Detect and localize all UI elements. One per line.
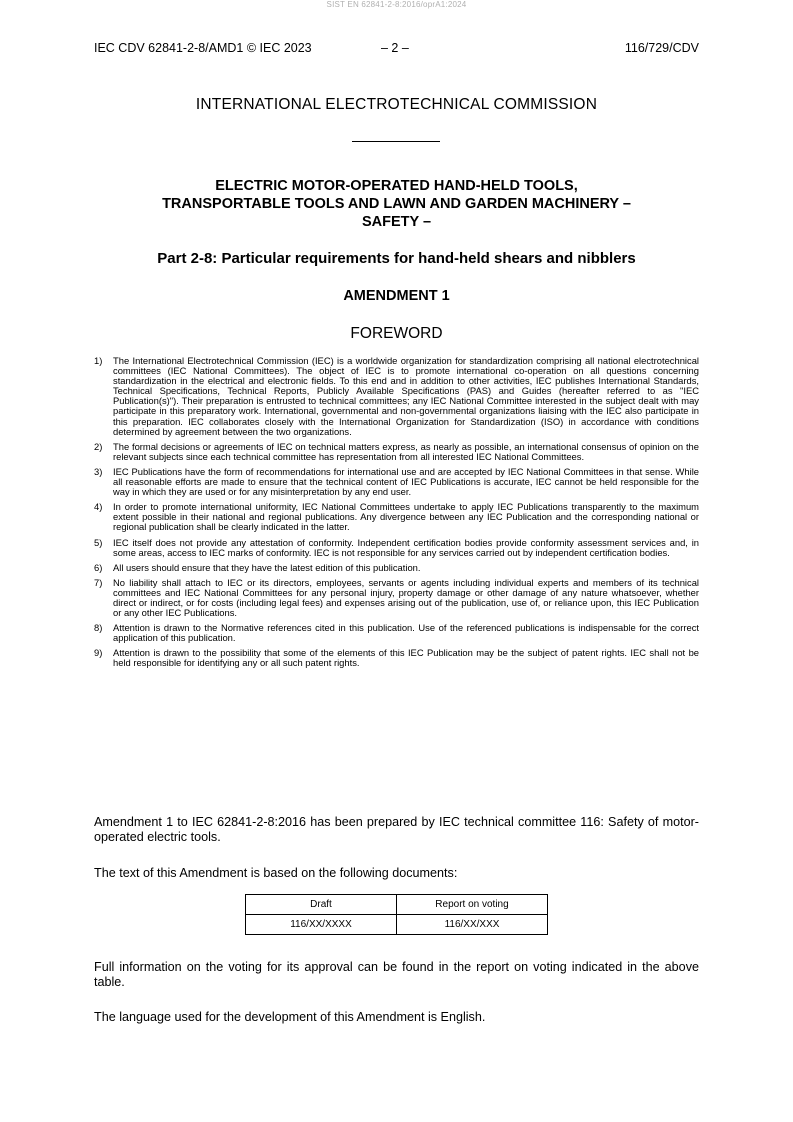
item-text: No liability shall attach to IEC or its directors, employees, servants or agents including individual experts and members of its technical committees and IEC National Committees for any personal injury, property damage or other damage of any nature whatsoever, whether direct or indirect, or for costs (including legal fees) and expenses arising out of the publication, use of, or reliance upon, this IEC Publication or any other IEC Publications. (113, 576, 699, 619)
title-line: SAFETY – (361, 214, 432, 230)
item-number: 4) (94, 501, 103, 513)
foreword-item (94, 467, 699, 497)
foreword-item (94, 356, 699, 437)
item-number: 9) (94, 647, 103, 659)
table-cell: 116/XX/XXXX (246, 915, 397, 935)
item-text: Attention is drawn to the possibility that some of the elements of this IEC Publication may be the subject of patent rights. IEC shall not be held responsible for identifying any or all such patent rights. (113, 647, 699, 669)
foreword-heading: FOREWORD (350, 325, 443, 342)
foreword-item (94, 502, 699, 532)
title-line: TRANSPORTABLE TOOLS AND LAWN AND GARDEN MACHINERY – (162, 196, 631, 212)
item-number: 1) (94, 355, 103, 366)
item-text: The International Electrotechnical Commission (IEC) is a worldwide organization for standardization comprising all national electrotechnical committees (IEC National Committees). The object of IEC is to promote international co-operation on all questions concerning standardization in the electrical and electronic fields. To this end and in addition to other activities, IEC publishes International Standards, Technical Specifications, Technical Reports, Publicly Available Specifications (PAS) and Guides (hereafter referred to as "IEC Publication(s)"). Their preparation is entrusted to technical committees; any IEC National Committee interested in the subject dealt with may participate in this preparatory work. International, governmental and non-governmental organizations liaising with the IEC also participate in this preparation. IEC collaborates closely with the International Organization for Standardization (ISO) in accordance with conditions determined by agreement between the two organizations. (113, 355, 699, 437)
page-header (94, 41, 699, 57)
item-number: 6) (94, 561, 103, 573)
table-header-cell: Report on voting (397, 895, 548, 915)
document-title (100, 177, 693, 231)
item-text: IEC Publications have the form of recommendations for international use and are accepted by IEC National Committees in that sense. While all reasonable efforts are made to ensure that the technical content of IEC Publications is accurate, IEC cannot be held responsible for the way in which they are used or for any misinterpretation by any end user. (113, 465, 699, 498)
title-line: ELECTRIC MOTOR-OPERATED HAND-HELD TOOLS, (215, 178, 578, 194)
item-text: In order to promote international uniformity, IEC National Committees undertake to apply IEC Publications transparently to the maximum extent possible in their national and regional publications. Any divergence between any IEC Publication and the corresponding national or regional publication shall be clearly indicated in the latter. (113, 501, 699, 533)
organization-name: INTERNATIONAL ELECTROTECHNICAL COMMISSION (195, 96, 598, 113)
prepared-paragraph: Amendment 1 to IEC 62841-2-8:2016 has been prepared by IEC technical committee 116: Safety of motor-operated electric tools. (94, 815, 699, 844)
foreword-item (94, 578, 699, 618)
header-page-number: – 2 – (381, 41, 409, 55)
item-text: All users should ensure that they have the latest edition of this publication. (113, 561, 421, 573)
foreword-item (94, 648, 699, 668)
item-number: 8) (94, 622, 103, 634)
table-header-cell: Draft (246, 895, 397, 915)
foreword-item (94, 623, 699, 643)
based-on-paragraph: The text of this Amendment is based on the following documents: (94, 866, 458, 880)
item-text: The formal decisions or agreements of IEC on technical matters express, as nearly as possible, an international consensus of opinion on the relevant subjects since each technical committee has representation from all interested IEC National Committees. (113, 440, 699, 462)
language-paragraph: The language used for the development of this Amendment is English. (94, 1010, 486, 1024)
divider (352, 141, 440, 142)
table-cell: 116/XX/XXX (397, 915, 548, 935)
item-number: 2) (94, 440, 103, 452)
voting-paragraph: Full information on the voting for its approval can be found in the report on voting indicated in the above table. (94, 960, 699, 989)
item-text: Attention is drawn to the Normative references cited in this publication. Use of the referenced publications is indispensable for the correct application of this publication. (113, 622, 699, 644)
foreword-item (94, 442, 699, 462)
part-title: Part 2-8: Particular requirements for hand-held shears and nibblers (157, 250, 636, 267)
foreword-item (94, 563, 699, 573)
item-number: 5) (94, 536, 103, 548)
table-header-row (246, 895, 548, 915)
header-document-id: IEC CDV 62841-2-8/AMD1 © IEC 2023 (94, 41, 312, 55)
foreword-item (94, 538, 699, 558)
documents-table (245, 894, 548, 935)
header-reference: 116/729/CDV (624, 41, 699, 55)
watermark: SIST EN 62841-2-8:2016/oprA1:2024 (326, 0, 467, 9)
foreword-list (94, 356, 699, 674)
item-text: IEC itself does not provide any attestation of conformity. Independent certification bodies provide conformity assessment services and, in some areas, access to IEC marks of conformity. IEC is not responsible for any services carried out by independent certification bodies. (113, 536, 699, 558)
item-number: 7) (94, 576, 103, 588)
table-row (246, 915, 548, 935)
item-number: 3) (94, 465, 103, 477)
amendment-heading: AMENDMENT 1 (343, 288, 450, 304)
